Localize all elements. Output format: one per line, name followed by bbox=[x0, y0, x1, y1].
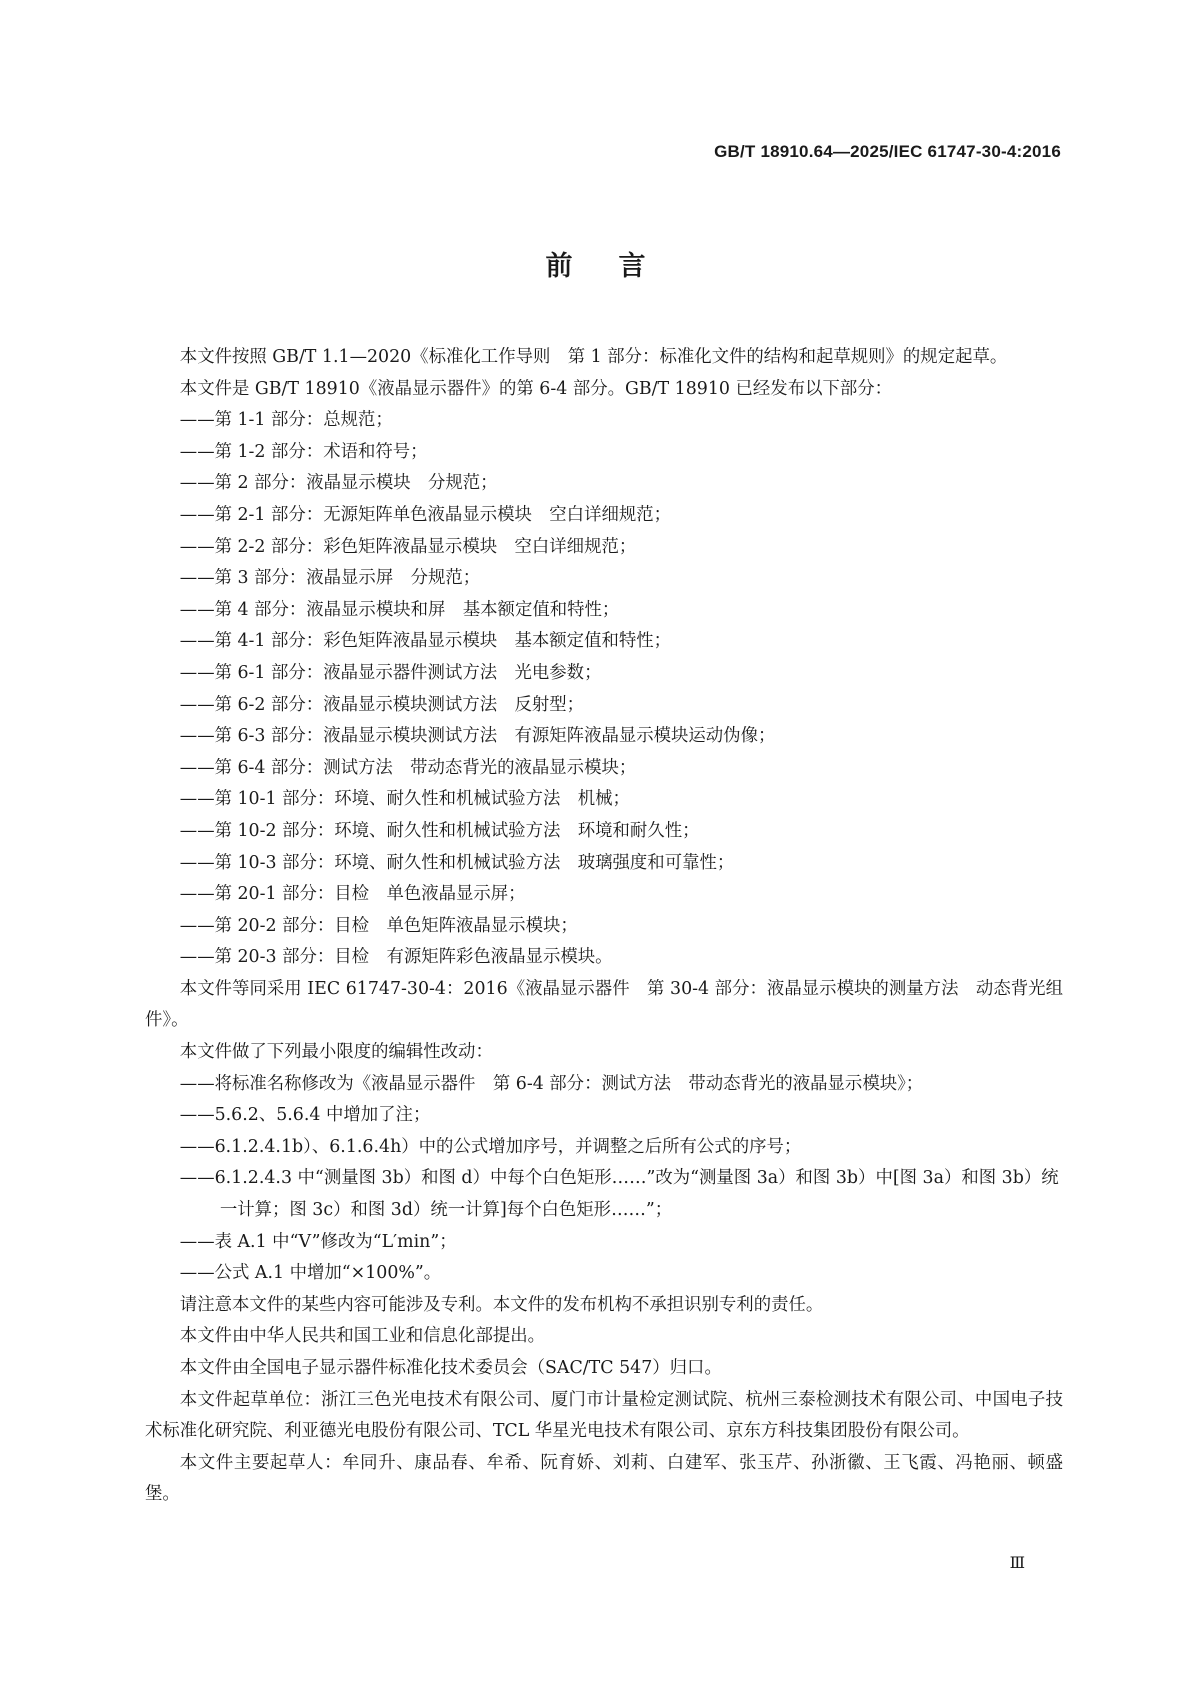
parts-list bbox=[145, 405, 1063, 974]
part-item: ——第 20-2 部分：目检 单色矩阵液晶显示模块； bbox=[179, 915, 578, 936]
change-item: ——5.6.2、5.6.4 中增加了注； bbox=[179, 1105, 431, 1126]
part-item: ——第 20-1 部分：目检 单色液晶显示屏； bbox=[179, 884, 526, 905]
part-item: ——第 2-1 部分：无源矩阵单色液晶显示模块 空白详细规范； bbox=[179, 504, 672, 525]
change-item: ——公式 A.1 中增加“×100%”。 bbox=[179, 1263, 442, 1284]
part-item: ——第 4-1 部分：彩色矩阵液晶显示模块 基本额定值和特性； bbox=[179, 631, 672, 652]
part-item: ——第 6-1 部分：液晶显示器件测试方法 光电参数； bbox=[179, 662, 602, 683]
parts-paragraph: 本文件是 GB/T 18910《液晶显示器件》的第 6-4 部分。GB/T 18910 已经发布以下部分： bbox=[179, 378, 893, 399]
part-item: ——第 2-2 部分：彩色矩阵液晶显示模块 空白详细规范； bbox=[179, 536, 637, 557]
part-item: ——第 20-3 部分：目检 有源矩阵彩色液晶显示模块。 bbox=[179, 947, 613, 968]
changes-list bbox=[145, 1069, 1063, 1290]
change-item: ——6.1.2.4.1b）、6.1.6.4h）中的公式增加序号，并调整之后所有公式的序号； bbox=[179, 1136, 802, 1157]
part-item: ——第 2 部分：液晶显示模块 分规范； bbox=[179, 473, 498, 494]
page-title: 前言 bbox=[545, 251, 692, 282]
part-item: ——第 4 部分：液晶显示模块和屏 基本额定值和特性； bbox=[179, 599, 620, 620]
changes-paragraph: 本文件做了下列最小限度的编辑性改动： bbox=[179, 1042, 493, 1063]
standard-code: GB/T 18910.64—2025/IEC 61747-30-4:2016 bbox=[714, 142, 1061, 161]
drafters-paragraph: 本文件主要起草人：牟同升、康品春、牟希、阮育娇、刘莉、白建军、张玉芹、孙浙徽、王飞霞、冯艳丽、顿盛堡。 bbox=[145, 1452, 1063, 1505]
change-item: ——6.1.2.4.3 中“测量图 3b）和图 d）中每个白色矩形……”改为“测量图 3a）和图 3b）中[图 3a）和图 3b）统一计算；图 3c）和图 3d）统一计算]每个白色矩形……”； bbox=[179, 1168, 1059, 1221]
foreword-body bbox=[145, 342, 1063, 1511]
part-item: ——第 1-1 部分：总规范； bbox=[179, 410, 393, 431]
committee-paragraph: 本文件由全国电子显示器件标准化技术委员会（SAC/TC 547）归口。 bbox=[179, 1358, 722, 1378]
page-number: Ⅲ bbox=[1009, 1553, 1025, 1572]
drafting-units-paragraph: 本文件起草单位：浙江三色光电技术有限公司、厦门市计量检定测试院、杭州三泰检测技术有限公司、中国电子技术标准化研究院、利亚德光电股份有限公司、TCL 华星光电技术有限公司、京东方科技集团股份有限公司。 bbox=[145, 1389, 1063, 1442]
part-item: ——第 3 部分：液晶显示屏 分规范； bbox=[179, 568, 481, 589]
part-item: ——第 10-3 部分：环境、耐久性和机械试验方法 玻璃强度和可靠性； bbox=[179, 852, 735, 873]
adoption-paragraph: 本文件等同采用 IEC 61747-30-4：2016《液晶显示器件 第 30-4 部分：液晶显示模块的测量方法 动态背光组件》。 bbox=[145, 978, 1063, 1031]
part-item: ——第 6-3 部分：液晶显示模块测试方法 有源矩阵液晶显示模块运动伪像； bbox=[179, 726, 776, 747]
part-item: ——第 10-2 部分：环境、耐久性和机械试验方法 环境和耐久性； bbox=[179, 820, 700, 841]
patent-paragraph: 请注意本文件的某些内容可能涉及专利。本文件的发布机构不承担识别专利的责任。 bbox=[179, 1294, 824, 1315]
part-item: ——第 6-2 部分：液晶显示模块测试方法 反射型； bbox=[179, 694, 585, 715]
part-item: ——第 1-2 部分：术语和符号； bbox=[179, 441, 428, 462]
proposer-paragraph: 本文件由中华人民共和国工业和信息化部提出。 bbox=[179, 1326, 546, 1347]
change-item: ——将标准名称修改为《液晶显示器件 第 6-4 部分：测试方法 带动态背光的液晶显示模块》； bbox=[179, 1073, 924, 1094]
intro-paragraph: 本文件按照 GB/T 1.1—2020《标准化工作导则 第 1 部分：标准化文件的结构和起草规则》的规定起草。 bbox=[179, 347, 1008, 367]
part-item: ——第 6-4 部分：测试方法 带动态背光的液晶显示模块； bbox=[179, 757, 637, 778]
change-item: ——表 A.1 中“V”修改为“L′min”； bbox=[179, 1231, 457, 1252]
part-item: ——第 10-1 部分：环境、耐久性和机械试验方法 机械； bbox=[179, 789, 630, 810]
